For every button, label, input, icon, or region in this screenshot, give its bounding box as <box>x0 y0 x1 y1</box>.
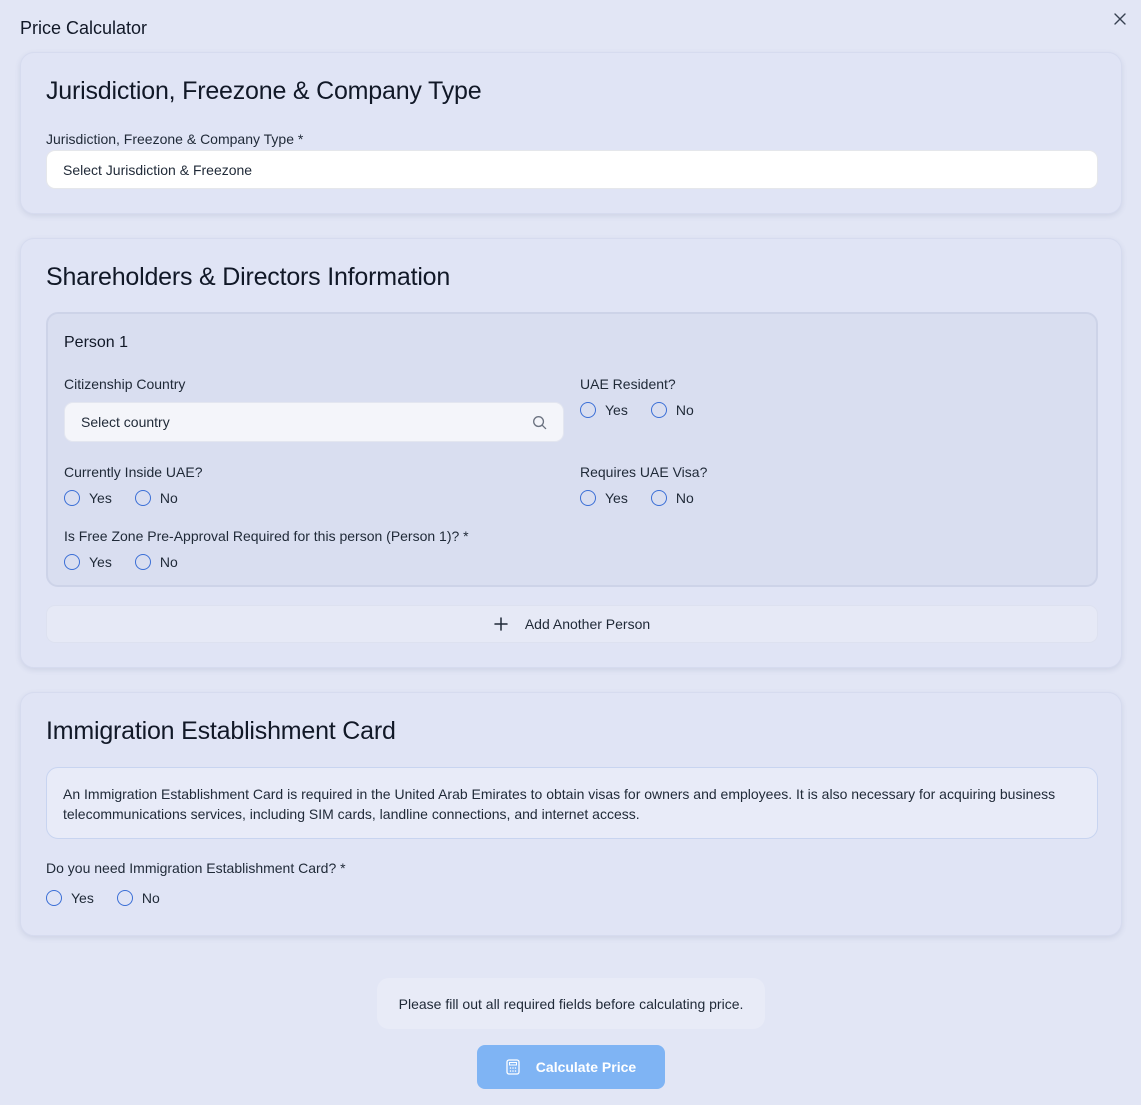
radio-label: No <box>159 490 178 506</box>
radio-label: No <box>159 554 178 570</box>
radio-circle[interactable] <box>580 402 596 418</box>
citizenship-label: Citizenship Country <box>64 376 186 392</box>
inside-uae-label: Currently Inside UAE? <box>64 464 203 480</box>
uae-resident-no-radio[interactable] <box>651 402 694 418</box>
immigration-title: Immigration Establishment Card <box>46 717 396 745</box>
jurisdiction-title: Jurisdiction, Freezone & Company Type <box>46 77 482 105</box>
immigration-no-radio[interactable] <box>117 890 160 906</box>
radio-circle[interactable] <box>46 890 62 906</box>
radio-label: Yes <box>605 490 628 506</box>
radio-label: No <box>675 490 694 506</box>
uae-resident-label: UAE Resident? <box>580 376 676 392</box>
inside-uae-no-radio[interactable] <box>135 490 178 506</box>
citizenship-placeholder: Select country <box>81 414 170 430</box>
shareholders-card <box>20 238 1122 668</box>
immigration-info-box <box>46 767 1098 839</box>
preapproval-label: Is Free Zone Pre-Approval Required for this person (Person 1)? * <box>64 528 469 544</box>
radio-circle[interactable] <box>651 402 667 418</box>
plus-icon <box>494 617 508 631</box>
immigration-info-text: An Immigration Establishment Card is required in the United Arab Emirates to obtain visas for owners and employees. It is also necessary for acquiring business telecommunications services, including SIM cards, landline connections, and internet access. <box>63 786 1056 822</box>
inside-uae-radio-group <box>64 490 201 506</box>
uae-resident-yes-radio[interactable] <box>580 402 628 418</box>
radio-circle[interactable] <box>135 490 151 506</box>
person-title: Person 1 <box>64 334 129 351</box>
uae-resident-radio-group <box>580 402 717 418</box>
immigration-yes-radio[interactable] <box>46 890 94 906</box>
calculator-icon <box>506 1059 520 1075</box>
radio-circle[interactable] <box>64 554 80 570</box>
notice-text: Please fill out all required fields before calculating price. <box>398 995 744 1012</box>
radio-label: No <box>141 890 160 906</box>
immigration-radio-group <box>46 890 183 906</box>
preapproval-yes-radio[interactable] <box>64 554 112 570</box>
requires-visa-yes-radio[interactable] <box>580 490 628 506</box>
close-icon <box>1114 13 1126 25</box>
requires-visa-no-radio[interactable] <box>651 490 694 506</box>
search-icon <box>532 415 547 430</box>
radio-circle[interactable] <box>117 890 133 906</box>
modal-title: Price Calculator <box>20 18 148 38</box>
calculate-price-button[interactable] <box>477 1045 665 1089</box>
jurisdiction-field-label: Jurisdiction, Freezone & Company Type * <box>46 131 304 147</box>
radio-label: Yes <box>605 402 628 418</box>
radio-circle[interactable] <box>64 490 80 506</box>
calculate-price-label: Calculate Price <box>535 1059 637 1075</box>
required-fields-notice <box>377 978 765 1029</box>
radio-circle[interactable] <box>580 490 596 506</box>
citizenship-country-select[interactable] <box>64 402 564 442</box>
inside-uae-yes-radio[interactable] <box>64 490 112 506</box>
radio-label: Yes <box>71 890 94 906</box>
requires-visa-radio-group <box>580 490 717 506</box>
radio-circle[interactable] <box>651 490 667 506</box>
preapproval-radio-group <box>64 554 201 570</box>
immigration-card <box>20 692 1122 936</box>
radio-circle[interactable] <box>135 554 151 570</box>
radio-label: No <box>675 402 694 418</box>
jurisdiction-card <box>20 52 1122 214</box>
preapproval-no-radio[interactable] <box>135 554 178 570</box>
close-button[interactable] <box>1111 10 1129 28</box>
radio-label: Yes <box>89 554 112 570</box>
radio-label: Yes <box>89 490 112 506</box>
person-1-panel <box>46 312 1098 587</box>
immigration-question-label: Do you need Immigration Establishment Card? * <box>46 860 346 876</box>
add-person-label: Add Another Person <box>524 616 651 632</box>
add-another-person-button[interactable] <box>46 605 1098 643</box>
jurisdiction-select[interactable]: Select Jurisdiction & Freezone <box>46 150 1098 189</box>
requires-visa-label: Requires UAE Visa? <box>580 464 708 480</box>
shareholders-title: Shareholders & Directors Information <box>46 263 451 291</box>
